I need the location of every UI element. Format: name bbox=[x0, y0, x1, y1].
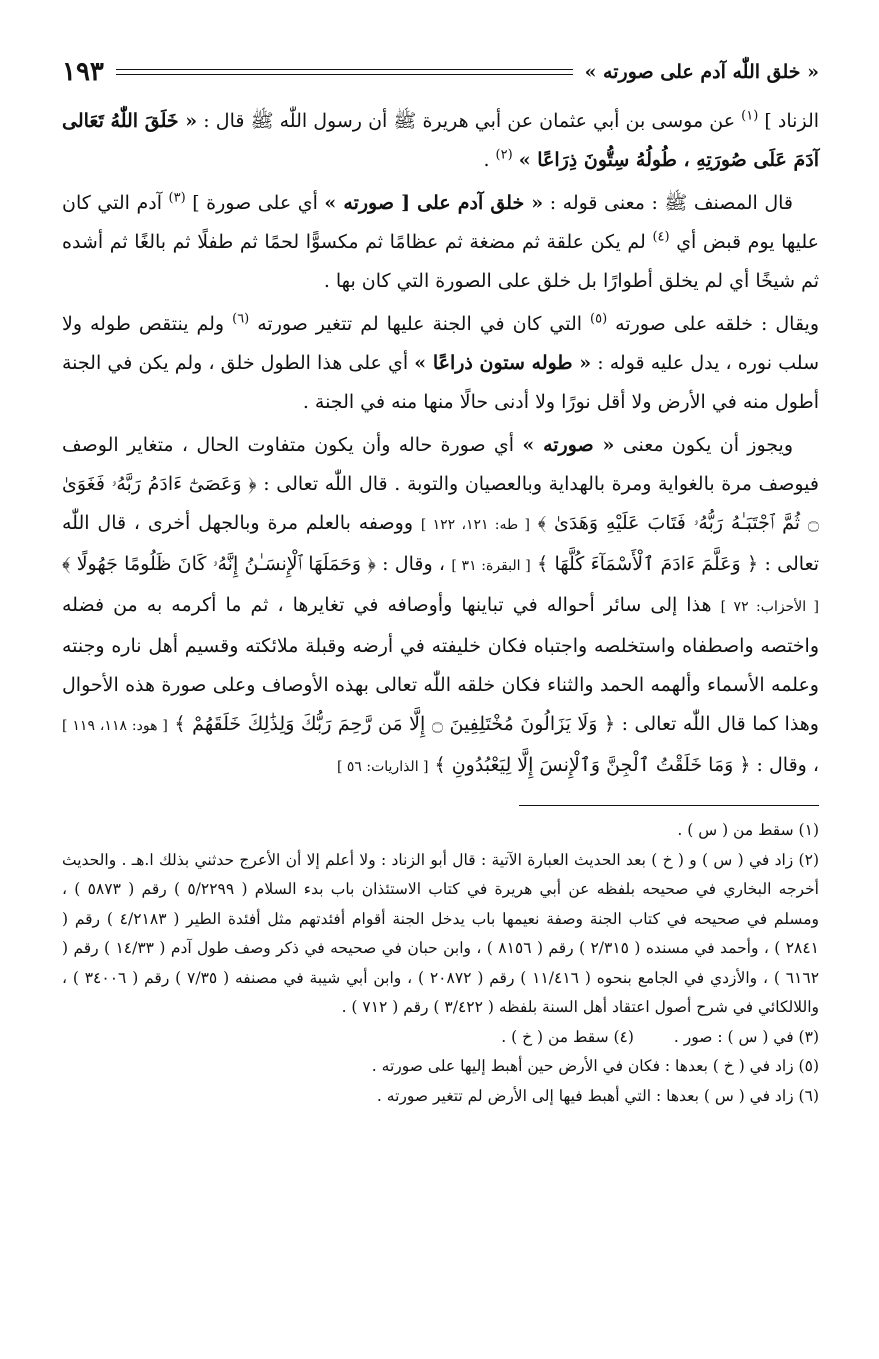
footnote-1: (١) سقط من ( س ) . bbox=[677, 821, 819, 839]
footnote-4: (٤) سقط من ( خ ) . bbox=[501, 1027, 634, 1046]
book-page bbox=[62, 52, 819, 1111]
text-span: ، وقال : bbox=[756, 754, 819, 776]
quoted-phrase: « خلق آدم على [ صورته » bbox=[324, 192, 544, 214]
text-span: قال المصنف ﷺ : معنى قوله : bbox=[549, 192, 794, 214]
page-number: ١٩٣ bbox=[62, 57, 104, 87]
footnote-ref-6[interactable]: (٦) bbox=[232, 311, 250, 327]
footnote-3: (٣) في ( س ) : صور . bbox=[673, 1027, 819, 1046]
quran-verse: ﴿ وَعَلَّمَ ءَادَمَ ٱلْأَسْمَآءَ كُلَّهَا ﴾ bbox=[537, 553, 759, 575]
footnote-2: (٢) زاد في ( س ) و ( خ ) بعد الحديث العبارة الآتية : قال أبو الزناد : ولا أعلم إلا أن الأعرج حدثني بذلك ا.هـ . والحديث أخرجه البخاري في صحيحه بلفظه عن أبي هريرة في كتاب الاستئذان باب بدء السلام ( ٥/٢٢٩٩ ) رقم ( ٥٨٧٣ ) ، ومسلم في صحيحه في كتاب الجنة وصفة نعيمها باب يدخل الجنة أقوام أفئدتهم مثل أفئدة الطير ( ٤/٢١٨٣ ) رقم ( ٢٨٤١ ) ، وأحمد في مسنده ( ٢/٣١٥ ) رقم ( ٨١٥٦ ) ، وابن حبان في صحيحه في ذكر وصف طول آدم ( ١٤/٣٣ ) رقم ( ٦١٦٢ ) ، والأزدي في الجامع بنحوه ( ١١/٤١٦ ) رقم ( ٢٠٨٧٢ ) ، وابن أبي شيبة في مصنفه ( ٧/٣٥ ) رقم ( ٣٤٠٠٦ ) ، واللالكائي في شرح أصول اعتقاد أهل السنة بلفظه ( ٣/٤٢٢ ) رقم ( ٧١٢ ) . bbox=[62, 850, 820, 1016]
text-span: ووصفه بالعلم مرة وبالجهل أخرى ، قال اللّٰه تعالى : bbox=[62, 512, 820, 575]
footnote-ref-1[interactable]: (١) bbox=[741, 108, 759, 124]
verse-reference: [ هود: ١١٨، ١١٩ ] bbox=[62, 718, 168, 734]
verse-reference: [ البقرة: ٣١ ] bbox=[451, 558, 531, 574]
running-title: « خلق اللّٰه آدم على صورته » bbox=[584, 61, 819, 83]
text-span: أي على هذا الطول خلق ، ولم يكن في الجنة أطول منه في الأرض ولا أقل نورًا ولا أدنى حالًا منها منه في الجنة . bbox=[62, 352, 819, 413]
text-span: ويقال : خلقه على صورته bbox=[615, 313, 820, 335]
footnote-ref-2[interactable]: (٢) bbox=[495, 147, 513, 163]
running-header bbox=[62, 52, 819, 92]
quoted-phrase: « صورته » bbox=[522, 434, 615, 456]
footnote-pair bbox=[62, 1023, 819, 1053]
hadith-text: « خَلَقَ اللّٰهُ تَعَالى آدَمَ عَلَى صُورَتِهِ ، طُولُهُ سِتُّونَ ذِرَاعًا » bbox=[62, 110, 819, 171]
footnote-ref-5[interactable]: (٥) bbox=[590, 311, 608, 327]
verse-reference: [ الذاريات: ٥٦ ] bbox=[336, 759, 429, 775]
text-span: ولم ينتقص طوله ولا سلب نوره ، يدل عليه قوله : bbox=[62, 313, 819, 374]
footnote-ref-3[interactable]: (٣) bbox=[168, 190, 186, 206]
footnotes bbox=[62, 816, 819, 1111]
text-span: أي صورة حاله وأن يكون متفاوت الحال ، متغاير الوصف فيوصف مرة بالغواية ومرة بالهداية وبالعصيان والتوبة . قال اللّٰه تعالى : bbox=[62, 434, 819, 495]
footnote-6: (٦) زاد في ( س ) بعدها : التي أهبط فيها إلى الأرض لم تتغير صورته . bbox=[376, 1086, 819, 1105]
text-span: أي على صورة ] bbox=[192, 192, 318, 214]
text-span: هذا إلى سائر أحواله في تباينها وأوصافه في تغايرها ، ثم ما أكرمه به من فضله واختصه واصطفاه واستخلصه واجتباه فكان خليفته في أرضه وقبلة ملائكته وقسيم أهل ناره وجنته وعلمه الأسماء وألهمه الحمد والثناء فكان خلقه اللّٰه تعالى بهذه الأوصاف وعلى صورة هذه الأحوال وهذا كما قال اللّٰه تعالى : bbox=[62, 594, 819, 735]
header-rule bbox=[116, 69, 573, 75]
verse-reference: [ طه: ١٢١، ١٢٢ ] bbox=[420, 517, 530, 533]
text-span: . bbox=[483, 149, 490, 171]
paragraph-states bbox=[62, 426, 819, 787]
text-span: لم يكن علقة ثم مضغة ثم عظامًا ثم مكسوًّا لحمًا ثم طفلًا ثم بالغًا ثم أشده ثم شيخًا أي لم يخلق أطوارًا بل خلق على الصورة التي كان بها . bbox=[62, 231, 819, 292]
text-span: التي كان في الجنة عليها لم تتغير صورته bbox=[257, 313, 583, 335]
quoted-phrase: « طوله ستون ذراعًا » bbox=[414, 352, 592, 374]
paragraph-commentary bbox=[62, 184, 819, 301]
paragraph-hadith bbox=[62, 102, 819, 180]
text-span: عن موسى بن أبي عثمان عن أبي هريرة ﷺ أن رسول اللّٰه ﷺ قال : bbox=[203, 110, 736, 132]
quran-verse: ﴿ وَحَمَلَهَا ٱلْإِنسَـٰنُ إِنَّهُۥ كَانَ ظَلُومًا جَهُولًا ﴾ bbox=[62, 553, 376, 575]
quran-verse: ﴿ وَلَا يَزَالُونَ مُخْتَلِفِينَ ۝ إِلَّا مَن رَّحِمَ رَبُّكَ وَلِذَٰلِكَ خَلَقَهُمْ ﴾ bbox=[174, 713, 616, 735]
footnote-separator bbox=[519, 805, 819, 806]
footnote-ref-4[interactable]: (٤) bbox=[652, 229, 670, 245]
text-span: الزناد ] bbox=[764, 110, 820, 132]
footnote-5: (٥) زاد في ( خ ) بعدها : فكان في الأرض حين أهبط إليها على صورته . bbox=[371, 1057, 819, 1075]
text-span: آدم التي كان عليها يوم قبض أي bbox=[62, 192, 819, 253]
quran-verse: ﴿ وَمَا خَلَقْتُ ٱلْجِنَّ وَٱلْإِنسَ إِلَّا لِيَعْبُدُونِ ﴾ bbox=[434, 754, 751, 776]
main-text bbox=[62, 102, 819, 787]
quran-verse: ﴿ وَعَصَىٰٓ ءَادَمُ رَبَّهُۥ فَغَوَىٰ ۝ ثُمَّ ٱجْتَبَـٰهُ رَبُّهُۥ فَتَابَ عَلَيْهِ وَهَدَىٰ ﴾ bbox=[62, 473, 820, 534]
text-span: ويجوز أن يكون معنى bbox=[622, 434, 793, 456]
text-span: ، وقال : bbox=[382, 553, 446, 575]
paragraph-alternative bbox=[62, 305, 819, 422]
verse-reference: [ الأحزاب: ٧٢ ] bbox=[720, 599, 819, 615]
